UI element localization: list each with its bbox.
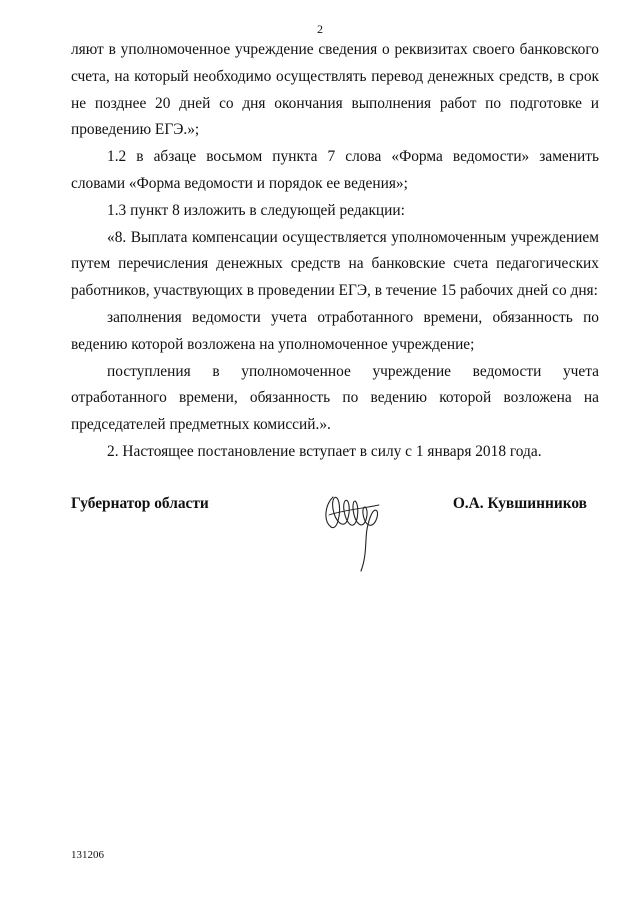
- paragraph-clause-8: «8. Выплата компенсации осуществляется уполномоченным учреждением путем перечисления денежных средств на банковские счета педагогических работников, участвующих в проведении ЕГЭ, в течение 15 рабочих дней со дня:: [71, 228, 599, 300]
- signature-block: [71, 491, 599, 591]
- paragraph-clause-8-option-1: заполнения ведомости учета отработанного времени, обязанность по ведению которой возложена на уполномоченное учреждение;: [71, 308, 599, 353]
- paragraph-continuation: ляют в уполномоченное учреждение сведения о реквизитах своего банковского счета, на который необходимо осуществлять перевод денежных средств, в срок не позднее 20 дней со дня окончания выполнения работ по подготовке и проведению ЕГЭ.»;: [71, 41, 599, 139]
- signatory-title: Губернатор области: [71, 495, 209, 512]
- paragraph-clause-8-option-2: поступления в уполномоченное учреждение ведомости учета отработанного времени, обязанность по ведению которой возложена на председателей предметных комиссий.».: [71, 362, 599, 434]
- paragraph-item-1-3: 1.3 пункт 8 изложить в следующей редакции:: [107, 201, 405, 219]
- page-number: 2: [317, 22, 323, 36]
- document-body: [71, 37, 599, 466]
- document-code: 131206: [71, 849, 104, 861]
- paragraph-item-1-2: 1.2 в абзаце восьмом пункта 7 слова «Форма ведомости» заменить словами «Форма ведомости и порядок ее ведения»;: [71, 148, 599, 192]
- paragraph-effective-date: 2. Настоящее постановление вступает в силу с 1 января 2018 года.: [107, 442, 542, 460]
- signatory-name: О.А. Кувшинников: [452, 495, 587, 512]
- handwritten-signature: [319, 485, 389, 577]
